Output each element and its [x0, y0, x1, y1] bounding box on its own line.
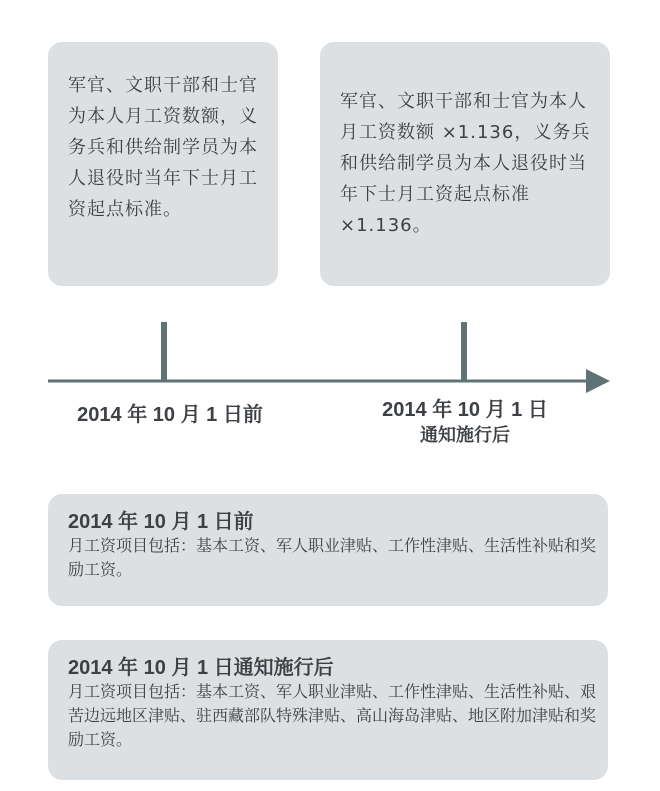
salary-items-after-card — [48, 640, 608, 780]
timeline-label-after — [360, 398, 570, 448]
timeline-axis — [0, 365, 660, 395]
timeline-arrow-icon — [586, 369, 610, 393]
before-2014-card — [48, 42, 278, 286]
salary-items-after-body: 月工资项目包括：基本工资、军人职业津贴、工作性津贴、生活性补贴、艰苦边远地区津贴、驻西藏部队特殊津贴、高山海岛津贴、地区附加津贴和奖励工资。 — [68, 682, 597, 749]
salary-items-before-title: 2014 年 10 月 1 日前 — [68, 511, 254, 533]
after-2014-card — [320, 42, 610, 286]
timeline-label-after-note: 通知施行后 — [420, 425, 510, 445]
salary-items-before-body: 月工资项目包括：基本工资、军人职业津贴、工作性津贴、生活性补贴和奖励工资。 — [68, 536, 597, 579]
before-2014-card-text: 军官、文职干部和士官为本人月工资数额，义务兵和供给制学员为本人退役时当年下士月工资起点标准。 — [68, 75, 258, 220]
timeline-label-before: 2014 年 10 月 1 日前 — [77, 404, 263, 426]
after-2014-card-text: 军官、文职干部和士官为本人月工资数额 ×1.136，义务兵和供给制学员为本人退役时当年下士月工资起点标准 ×1.136。 — [340, 91, 591, 236]
salary-items-before-card — [48, 494, 608, 606]
timeline-label-after-date: 2014 年 10 月 1 日 — [382, 399, 548, 421]
salary-items-after-title: 2014 年 10 月 1 日通知施行后 — [68, 657, 334, 679]
